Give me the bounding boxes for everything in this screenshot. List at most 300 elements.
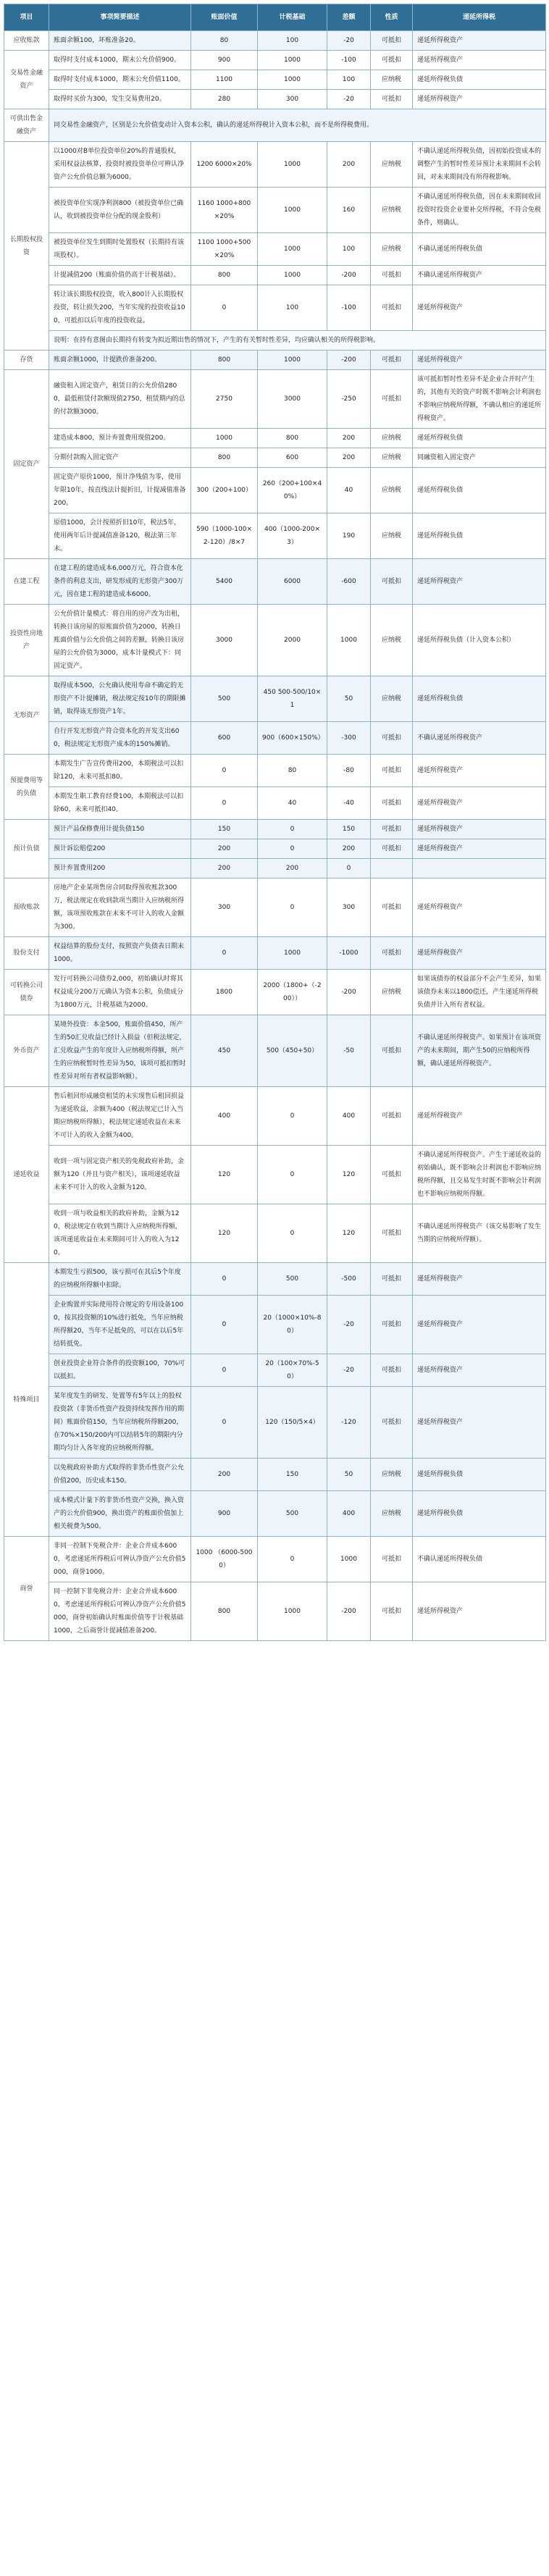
table-row <box>4 559 546 605</box>
category-cell: 交易性金融资产 <box>4 51 49 109</box>
deferred-tax-cell: 递延所得税资产 <box>413 937 546 970</box>
book-value-cell: 0 <box>191 937 258 970</box>
description-cell: 以1000对B单位投资单位20%的普通股权，采用权益法核算，投资时被投资单位可辨认净资产公允价值总额为6000。 <box>49 142 191 188</box>
header-description: 事项简要描述 <box>49 4 191 31</box>
header-deferred-tax: 递延所得税 <box>413 4 546 31</box>
description-cell: 分期付款购入固定资产 <box>49 448 191 468</box>
description-cell: 本期发生亏损500，该亏损可在其后5个年度的应纳税所得额中扣除。 <box>49 1263 191 1296</box>
difference-cell: 120 <box>327 1204 371 1263</box>
deferred-tax-cell: 递延所得税负债 <box>413 468 546 513</box>
tax-base-cell: 40 <box>258 787 327 820</box>
table-row <box>4 820 546 839</box>
category-cell: 投资性房地产 <box>4 605 49 676</box>
table-row <box>4 878 546 937</box>
nature-cell: 可抵扣 <box>371 1582 413 1641</box>
book-value-cell: 150 <box>191 820 258 839</box>
category-cell: 在建工程 <box>4 559 49 605</box>
table-row <box>4 755 546 787</box>
nature-cell: 可抵扣 <box>371 878 413 937</box>
table-row <box>4 31 546 51</box>
tax-base-cell: 0 <box>258 1087 327 1146</box>
category-cell: 外币资产 <box>4 1015 49 1087</box>
deferred-tax-cell: 递延所得税负债 <box>413 429 546 448</box>
table-row <box>4 109 546 142</box>
difference-cell: 0 <box>327 859 371 878</box>
nature-cell: 可抵扣 <box>371 722 413 755</box>
tax-base-cell: 20（1000×10%-80） <box>258 1296 327 1354</box>
tax-base-cell: 450 500-500/10×1 <box>258 676 327 722</box>
tax-base-cell: 1000 <box>258 70 327 90</box>
book-value-cell: 0 <box>191 285 258 331</box>
description-cell: 本期发生职工教育经费100，本期税法可以扣除60，未来可抵扣40。 <box>49 787 191 820</box>
header-book-value: 账面价值 <box>191 4 258 31</box>
nature-cell: 应纳税 <box>371 1491 413 1537</box>
book-value-cell: 600 <box>191 722 258 755</box>
difference-cell: -250 <box>327 370 371 429</box>
tax-base-cell: 120（150/5×4） <box>258 1387 327 1459</box>
description-cell: 某年度发生的研发、处置等有5年以上的股权投资款（非货币性资产投资持续发挥作用的期间）账面价值150，当年应纳税所得额200，在70%×150/200内可以结转5年的期限内分期均匀计入各年度的应纳税所得额。 <box>49 1387 191 1459</box>
nature-cell: 可抵扣 <box>371 1263 413 1296</box>
book-value-cell: 0 <box>191 1387 258 1459</box>
table-row <box>4 839 546 859</box>
table-header <box>4 4 546 31</box>
category-cell: 预提费用等的负债 <box>4 755 49 820</box>
deferred-tax-cell: 不确认递延所得税负债，因在未来期间收回投资时投资企业要补交所得税，不符合免税条件，则确认。 <box>413 188 546 233</box>
book-value-cell: 120 <box>191 1146 258 1204</box>
nature-cell: 可抵扣 <box>371 51 413 70</box>
category-cell: 可供出售金融资产 <box>4 109 49 142</box>
tax-base-cell: 3000 <box>258 370 327 429</box>
tax-base-cell: 1000 <box>258 233 327 266</box>
book-value-cell: 5400 <box>191 559 258 605</box>
difference-cell: -80 <box>327 755 371 787</box>
nature-cell: 应纳税 <box>371 448 413 468</box>
difference-cell: -20 <box>327 31 371 51</box>
table-row <box>4 1015 546 1087</box>
book-value-cell: 1160 1000+800×20% <box>191 188 258 233</box>
difference-cell: 190 <box>327 513 371 559</box>
book-value-cell: 2750 <box>191 370 258 429</box>
nature-cell: 可抵扣 <box>371 90 413 109</box>
category-cell: 存货 <box>4 351 49 370</box>
nature-cell: 应纳税 <box>371 676 413 722</box>
nature-cell: 应纳税 <box>371 142 413 188</box>
table-row <box>4 351 546 370</box>
description-cell: 取得时支付成本1000，期末公允价值900。 <box>49 51 191 70</box>
deferred-tax-table <box>4 4 546 1641</box>
deferred-tax-cell: 递延所得税资产 <box>413 1582 546 1641</box>
description-cell: 固定资产原价1000，预计净残值为零，使用年限10年，按直线法计提折旧，计提减值准备200。 <box>49 468 191 513</box>
tax-base-cell: 260（200+100×40%） <box>258 468 327 513</box>
difference-cell: 200 <box>327 839 371 859</box>
difference-cell: -20 <box>327 1296 371 1354</box>
deferred-tax-cell: 不确认递延所得税负债 <box>413 1537 546 1582</box>
deferred-tax-cell: 递延所得税负债 <box>413 1491 546 1537</box>
description-cell: 售后租回形成融资租赁的未实现售后租回损益为递延收益，余额为400（税法规定已计入当期应纳税所得额），税法规定递延收益在未来不可计入的收入金额为400。 <box>49 1087 191 1146</box>
deferred-tax-cell: 不确认递延所得税资产 <box>413 722 546 755</box>
table-row <box>4 1582 546 1641</box>
table-row <box>4 1387 546 1459</box>
deferred-tax-cell: 不确认递延所得税负债，因初始投资成本的调整产生的暂时性差异预计未来期间不会转回，对未来期间没有所得税影响。 <box>413 142 546 188</box>
tax-base-cell: 1000 <box>258 1582 327 1641</box>
category-cell: 股份支付 <box>4 937 49 970</box>
book-value-cell: 0 <box>191 1296 258 1354</box>
table-body <box>4 31 546 1641</box>
nature-cell: 应纳税 <box>371 1459 413 1491</box>
nature-cell: 可抵扣 <box>371 937 413 970</box>
difference-cell: 100 <box>327 233 371 266</box>
tax-base-cell: 1000 <box>258 51 327 70</box>
table-row <box>4 513 546 559</box>
table-row <box>4 1491 546 1537</box>
description-cell: 被投资单位发生到期时处置股权（长期持有该项股权）。 <box>49 233 191 266</box>
difference-cell: -40 <box>327 787 371 820</box>
table-row <box>4 188 546 233</box>
nature-cell: 应纳税 <box>371 429 413 448</box>
table-row <box>4 266 546 285</box>
book-value-cell: 300 <box>191 878 258 937</box>
nature-cell: 应纳税 <box>371 188 413 233</box>
deferred-tax-cell: 递延所得税资产 <box>413 559 546 605</box>
difference-cell: -300 <box>327 722 371 755</box>
book-value-cell: 120 <box>191 1204 258 1263</box>
category-cell: 无形资产 <box>4 676 49 755</box>
nature-cell: 应纳税 <box>371 233 413 266</box>
book-value-cell: 800 <box>191 448 258 468</box>
tax-base-cell: 1000 <box>258 351 327 370</box>
deferred-tax-cell: 递延所得税资产 <box>413 90 546 109</box>
table-row <box>4 1459 546 1491</box>
tax-base-cell: 800 <box>258 429 327 448</box>
nature-cell: 可抵扣 <box>371 839 413 859</box>
nature-cell: 应纳税 <box>371 605 413 676</box>
description-cell: 成本模式计量下的非货币性资产交换，换入资产的公允价值900，换出资产的账面价值加上相关税费为500。 <box>49 1491 191 1537</box>
nature-cell: 应纳税 <box>371 468 413 513</box>
description-cell: 取得成本500，公允确认使用寿命不确定的无形资产不计提摊销，税法规定按10年的期限摊销，取得该无形资产1年。 <box>49 676 191 722</box>
table-row <box>4 676 546 722</box>
tax-base-cell: 2000 <box>258 605 327 676</box>
difference-cell: 50 <box>327 1459 371 1491</box>
deferred-tax-cell: 不确认递延所得税负债 <box>413 233 546 266</box>
book-value-cell: 200 <box>191 859 258 878</box>
book-value-cell: 0 <box>191 1263 258 1296</box>
description-cell: 非同一控制下免税合并：企业合并成本6000，考虑递延所得税后可辨认净资产公允价值5000，商誉1000。 <box>49 1537 191 1582</box>
description-cell: 收到一项与收益相关的政府补助，金额为120，税法规定在收到当期计入应纳税所得额，该项递延收益在未来期间可计入的收入为120。 <box>49 1204 191 1263</box>
book-value-cell: 500 <box>191 676 258 722</box>
tax-base-cell: 100 <box>258 31 327 51</box>
category-cell: 递延收益 <box>4 1087 49 1263</box>
tax-base-cell: 0 <box>258 1146 327 1204</box>
table-row <box>4 937 546 970</box>
category-cell: 预计负债 <box>4 820 49 878</box>
category-cell: 预收账款 <box>4 878 49 937</box>
book-value-cell: 400 <box>191 1087 258 1146</box>
category-cell: 应收账款 <box>4 31 49 51</box>
deferred-tax-cell: 递延所得税负债 <box>413 1459 546 1491</box>
difference-cell: -100 <box>327 51 371 70</box>
table-row <box>4 1263 546 1296</box>
tax-base-cell: 1000 <box>258 937 327 970</box>
description-cell: 账面余额1000，计提跌价准备200。 <box>49 351 191 370</box>
tax-base-cell: 150 <box>258 1459 327 1491</box>
deferred-tax-cell: 递延所得税资产 <box>413 351 546 370</box>
deferred-tax-cell <box>413 859 546 878</box>
table-row <box>4 448 546 468</box>
table-row <box>4 1087 546 1146</box>
nature-cell: 可抵扣 <box>371 820 413 839</box>
book-value-cell: 800 <box>191 351 258 370</box>
tax-base-cell: 200 <box>258 859 327 878</box>
nature-cell: 可抵扣 <box>371 1204 413 1263</box>
tax-base-cell: 0 <box>258 1204 327 1263</box>
deferred-tax-cell: 不确认递延所得税资产。产生于递延收益的初始确认，既不影响会计利润也不影响应纳税所得额，且交易发生时既不影响会计利润也不影响应纳税所得额。 <box>413 1146 546 1204</box>
nature-cell: 可抵扣 <box>371 266 413 285</box>
nature-cell: 可抵扣 <box>371 559 413 605</box>
table-row <box>4 233 546 266</box>
deferred-tax-cell: 同融资租入固定资产 <box>413 448 546 468</box>
nature-cell: 可抵扣 <box>371 370 413 429</box>
deferred-tax-cell: 递延所得税资产 <box>413 1263 546 1296</box>
deferred-tax-cell: 递延所得税资产 <box>413 1296 546 1354</box>
difference-cell: -20 <box>327 1354 371 1387</box>
category-cell: 特殊项目 <box>4 1263 49 1537</box>
deferred-tax-cell: 递延所得税资产 <box>413 1387 546 1459</box>
category-cell: 长期股权投资 <box>4 142 49 351</box>
table-row <box>4 1146 546 1204</box>
description-cell: 取得时支付成本1000，期末公允价值1100。 <box>49 70 191 90</box>
nature-cell: 可抵扣 <box>371 1296 413 1354</box>
deferred-tax-cell: 递延所得税资产 <box>413 1087 546 1146</box>
book-value-cell: 800 <box>191 1582 258 1641</box>
deferred-tax-cell: 递延所得税资产 <box>413 1354 546 1387</box>
table-row <box>4 429 546 448</box>
table-row <box>4 605 546 676</box>
header-difference: 差额 <box>327 4 371 31</box>
table-row <box>4 1296 546 1354</box>
book-value-cell: 1000 （6000-5000） <box>191 1537 258 1582</box>
difference-cell: 50 <box>327 676 371 722</box>
book-value-cell: 590（1000-100×2-120）/8×7 <box>191 513 258 559</box>
table-row <box>4 90 546 109</box>
deferred-tax-cell: 递延所得税资产 <box>413 820 546 839</box>
book-value-cell: 900 <box>191 51 258 70</box>
tax-base-cell: 0 <box>258 878 327 937</box>
tax-base-cell: 80 <box>258 755 327 787</box>
description-cell: 建造成本800，预计弃置费用现值200。 <box>49 429 191 448</box>
nature-cell: 可抵扣 <box>371 1087 413 1146</box>
difference-cell: 400 <box>327 1491 371 1537</box>
table-row <box>4 468 546 513</box>
tax-base-cell: 2000（1800+（-200）） <box>258 970 327 1015</box>
book-value-cell: 280 <box>191 90 258 109</box>
table-row <box>4 70 546 90</box>
description-cell: 预计诉讼赔偿200 <box>49 839 191 859</box>
tax-base-cell: 600 <box>258 448 327 468</box>
deferred-tax-cell: 递延所得税资产 <box>413 51 546 70</box>
difference-cell: -20 <box>327 90 371 109</box>
difference-cell: 150 <box>327 820 371 839</box>
table-row <box>4 142 546 188</box>
deferred-tax-cell: 递延所得税资产 <box>413 878 546 937</box>
nature-cell: 可抵扣 <box>371 1354 413 1387</box>
description-cell: 创业投资企业符合条件的投资额100，70%可以抵扣。 <box>49 1354 191 1387</box>
description-cell: 公允价值计量模式：将自用的房产改为出租，转换日该房屋的原账面价值为2000，转换日账面价值与公允价值之间的差额，转换日该房屋的公允价值为3000，成本计量模式下：同固定资产。 <box>49 605 191 676</box>
tax-base-cell: 500 <box>258 1263 327 1296</box>
book-value-cell: 0 <box>191 1354 258 1387</box>
table-row <box>4 787 546 820</box>
description-cell: 取得时买价为300，发生交易费用20。 <box>49 90 191 109</box>
deferred-tax-cell: 如果该债券的权益部分不会产生差异，如果该债券未来以1800偿还，产生递延所得税负债并计入所有者权益。 <box>413 970 546 1015</box>
tax-base-cell: 400（1000-200×3） <box>258 513 327 559</box>
tax-base-cell: 1000 <box>258 266 327 285</box>
difference-cell: -1000 <box>327 937 371 970</box>
section-note: 同交易性金融资产，区别是公允价值变动计入资本公积，确认的递延所得税计入资本公积，而不是所得税费用。 <box>49 109 546 142</box>
description-cell: 预计产品保修费用计提负债150 <box>49 820 191 839</box>
deferred-tax-cell: 递延所得税资产 <box>413 839 546 859</box>
description-cell: 被投资单位实现净利润800（被投资单位已确认，收到被投资单位分配的现金股利） <box>49 188 191 233</box>
difference-cell: 1000 <box>327 605 371 676</box>
difference-cell: 1000 <box>327 1537 371 1582</box>
difference-cell: -120 <box>327 1387 371 1459</box>
tax-base-cell: 20（100×70%-50） <box>258 1354 327 1387</box>
book-value-cell: 1000 <box>191 429 258 448</box>
book-value-cell: 200 <box>191 1459 258 1491</box>
deferred-tax-cell: 不确认递延所得税资产（该交易影响了发生当期的应纳税所得额）。 <box>413 1204 546 1263</box>
book-value-cell: 800 <box>191 266 258 285</box>
deferred-tax-cell: 不确认递延所得税资产。如果预计在该项资产的未来期间，期产生50的应纳税所得额，确认递延所得税资产。 <box>413 1015 546 1087</box>
description-cell: 某境外投资：本金500，账面价值450，所产生的50汇兑收益已经计入损益（但税法规定，汇兑收益产生的年度计入应纳税所得额，所产生的应纳税暂时性差异为50，该项可抵扣暂时性差异对所有者权益影响额）。 <box>49 1015 191 1087</box>
nature-cell: 可抵扣 <box>371 787 413 820</box>
book-value-cell: 3000 <box>191 605 258 676</box>
deferred-tax-cell: 递延所得税资产 <box>413 787 546 820</box>
deferred-tax-cell: 递延所得税负债（计入资本公积） <box>413 605 546 676</box>
book-value-cell: 1200 6000×20% <box>191 142 258 188</box>
tax-base-cell: 300 <box>258 90 327 109</box>
tax-base-cell: 1000 <box>258 142 327 188</box>
difference-cell: -200 <box>327 351 371 370</box>
description-cell: 转让该长期股权投资，收入800计入长期股权投资，转让损失200，当年实现的投资收益100，可抵扣以后年度的投资收益。 <box>49 285 191 331</box>
tax-base-cell: 500 <box>258 1491 327 1537</box>
deferred-tax-cell: 递延所得税负债 <box>413 513 546 559</box>
difference-cell: -600 <box>327 559 371 605</box>
difference-cell: -200 <box>327 1582 371 1641</box>
difference-cell: -200 <box>327 266 371 285</box>
difference-cell: 300 <box>327 878 371 937</box>
description-cell: 自行开发无形资产符合资本化的开发支出600，税法规定无形资产成本的150%摊销。 <box>49 722 191 755</box>
nature-cell: 可抵扣 <box>371 351 413 370</box>
table-row <box>4 370 546 429</box>
table-row <box>4 970 546 1015</box>
nature-cell: 可抵扣 <box>371 1146 413 1204</box>
nature-cell: 可抵扣 <box>371 755 413 787</box>
header-item: 项目 <box>4 4 49 31</box>
difference-cell: 160 <box>327 188 371 233</box>
book-value-cell: 0 <box>191 755 258 787</box>
difference-cell: 120 <box>327 1146 371 1204</box>
deferred-tax-cell: 递延所得税资产 <box>413 285 546 331</box>
book-value-cell: 80 <box>191 31 258 51</box>
nature-cell <box>371 859 413 878</box>
header-nature: 性质 <box>371 4 413 31</box>
book-value-cell: 1100 <box>191 70 258 90</box>
book-value-cell: 450 <box>191 1015 258 1087</box>
table-row <box>4 1537 546 1582</box>
description-cell: 预计弃置费用200 <box>49 859 191 878</box>
difference-cell: 200 <box>327 448 371 468</box>
tax-base-cell: 0 <box>258 1537 327 1582</box>
book-value-cell: 300（200+100） <box>191 468 258 513</box>
header-tax-base: 计税基础 <box>258 4 327 31</box>
category-cell: 固定资产 <box>4 370 49 559</box>
description-cell: 融资租入固定资产，租赁日的公允价值2800，最低租赁付款额现值2750，租赁期内的总的付款额3000。 <box>49 370 191 429</box>
table-row <box>4 722 546 755</box>
deferred-tax-cell: 不确认递延所得税资产 <box>413 266 546 285</box>
description-cell: 原值1000，会计按照折旧10年，税法5年，使用两年后计提减值准备120，税法第三年末。 <box>49 513 191 559</box>
table-row <box>4 285 546 331</box>
nature-cell: 可抵扣 <box>371 1015 413 1087</box>
table-row <box>4 1354 546 1387</box>
book-value-cell: 200 <box>191 839 258 859</box>
tax-base-cell: 900（600×150%） <box>258 722 327 755</box>
nature-cell: 可抵扣 <box>371 1537 413 1582</box>
book-value-cell: 1800 <box>191 970 258 1015</box>
description-cell: 房地产企业某项售房合同取得预收账款300万，税法规定在收到款项当期计入应纳税所得额，该项预收账款在未来不可计入的收入金额为300。 <box>49 878 191 937</box>
table-row <box>4 51 546 70</box>
deferred-tax-cell: 递延所得税负债 <box>413 70 546 90</box>
description-cell: 计提减值200（账面价值仍高于计税基础）。 <box>49 266 191 285</box>
difference-cell: -500 <box>327 1263 371 1296</box>
tax-base-cell: 0 <box>258 820 327 839</box>
description-cell: 发行可转换公司债券2,000，初始确认时将其权益成分200万元确认为资本公积，负债成分为1800万元，计税基础为2000。 <box>49 970 191 1015</box>
difference-cell: -50 <box>327 1015 371 1087</box>
tax-base-cell: 0 <box>258 839 327 859</box>
table-row <box>4 859 546 878</box>
deferred-tax-cell: 该可抵扣暂时性差异不是企业合并时产生的，其他有关的资产时既不影响会计利润也不影响应纳税所得额，不确认相应的递延所得税资产。 <box>413 370 546 429</box>
nature-cell: 可抵扣 <box>371 1387 413 1459</box>
tax-base-cell: 500（450+50） <box>258 1015 327 1087</box>
deferred-tax-cell: 递延所得税负债 <box>413 676 546 722</box>
tax-base-cell: 6000 <box>258 559 327 605</box>
difference-cell: 100 <box>327 70 371 90</box>
nature-cell: 应纳税 <box>371 970 413 1015</box>
tax-base-cell: 100 <box>258 285 327 331</box>
description-cell: 企业购置并实际使用符合规定的专用设备1000，按其投资额的10%进行抵免，当年应纳税所得额20，当年不足抵免的，可以在以后5年结转抵免。 <box>49 1296 191 1354</box>
description-cell: 在建工程的建造成本6,000万元，符合资本化条件的利息支出，研发形成的无形资产300万元，因在建工程的建造成本6000。 <box>49 559 191 605</box>
nature-cell: 可抵扣 <box>371 285 413 331</box>
table-row <box>4 331 546 351</box>
description-cell: 本期发生广告宣传费用200，本期税法可以扣除120，未来可抵扣80。 <box>49 755 191 787</box>
deferred-tax-cell: 递延所得税资产 <box>413 31 546 51</box>
description-cell: 收到一项与固定资产相关的免税政府补助，金额为120（并且与资产相关），该项递延收益未来不可计入的收入金额为120。 <box>49 1146 191 1204</box>
difference-cell: -100 <box>327 285 371 331</box>
table-row <box>4 1204 546 1263</box>
nature-cell: 应纳税 <box>371 513 413 559</box>
tax-base-cell: 1000 <box>258 188 327 233</box>
difference-cell: 40 <box>327 468 371 513</box>
nature-cell: 应纳税 <box>371 70 413 90</box>
deferred-tax-cell: 递延所得税资产 <box>413 755 546 787</box>
description-cell: 同一控制下非免税合并：企业合并成本6000，考虑递延所得税后可辨认净资产公允价值5000，商誉初始确认时账面价值等于计税基础1000，之后商誉计提减值准备200。 <box>49 1582 191 1641</box>
category-cell: 商誉 <box>4 1537 49 1641</box>
book-value-cell: 0 <box>191 787 258 820</box>
category-cell: 可转换公司债券 <box>4 970 49 1015</box>
book-value-cell: 1100 1000+500×20% <box>191 233 258 266</box>
description-cell: 权益结算的股份支付，按照资产负债表日期末1000。 <box>49 937 191 970</box>
book-value-cell: 900 <box>191 1491 258 1537</box>
difference-cell: 200 <box>327 429 371 448</box>
difference-cell: 400 <box>327 1087 371 1146</box>
section-footnote: 说明：在持有意图由长期持有转变为拟近期出售的情况下，产生的有关暂时性差异，均应确认相关的所得税影响。 <box>49 331 546 351</box>
